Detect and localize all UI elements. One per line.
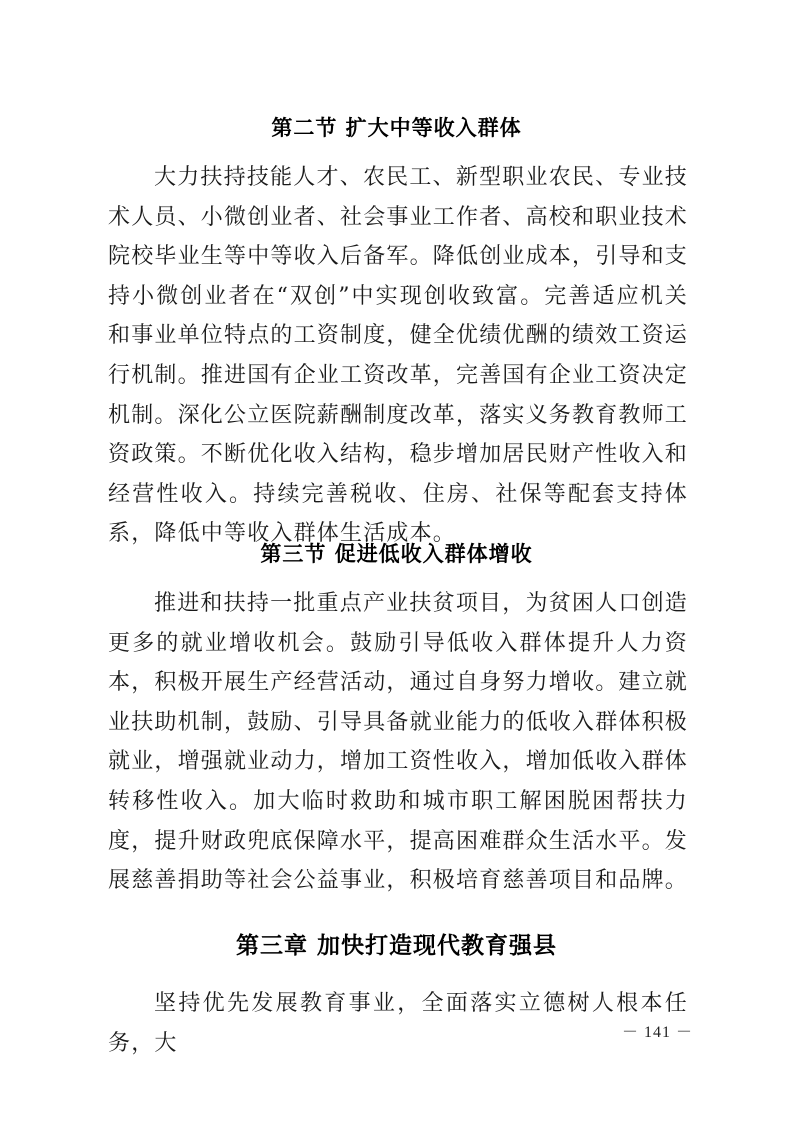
paragraph-low-income: 推进和扶持一批重点产业扶贫项目，为贫困人口创造更多的就业增收机会。鼓励引导低收入群体提升人力资本，积极开展生产经营活动，通过自身努力增收。建立就业扶助机制，鼓励、引导具备就业能力的低收入群体积极就业，增强就业动力，增加工资性收入，增加低收入群体转移性收入。加大临时救助和城市职工解困脱困帮扶力度，提升财政兜底保障水平，提高困难群众生活水平。发展慈善捐助等社会公益事业，积极培育慈善项目和品牌。 bbox=[108, 591, 689, 894]
page-number: － 141 － bbox=[621, 1024, 693, 1041]
chapter-heading-education: 第三章 加快打造现代教育强县 bbox=[235, 933, 557, 959]
section-heading-low-income: 第三节 促进低收入群体增收 bbox=[260, 542, 533, 566]
paragraph-expand-middle-income: 大力扶持技能人才、农民工、新型职业农民、专业技术人员、小微创业者、社会事业工作者、高校和职业技术院校毕业生等中等收入后备军。降低创业成本，引导和支持小微创业者在“双创”中实现创收致富。完善适应机关和事业单位特点的工资制度，健全优绩优酬的绩效工资运行机制。推进国有企业工资改革，完善国有企业工资决定机制。深化公立医院薪酬制度改革，落实义务教育教师工资政策。不断优化收入结构，稳步增加居民财产性收入和经营性收入。持续完善税收、住房、社保等配套支持体系，降低中等收入群体生活成本。 bbox=[108, 165, 689, 547]
section-heading-expand-middle-income: 第二节 扩大中等收入群体 bbox=[271, 116, 522, 140]
paragraph-education: 坚持优先发展教育事业，全面落实立德树人根本任务，大 bbox=[108, 991, 688, 1056]
